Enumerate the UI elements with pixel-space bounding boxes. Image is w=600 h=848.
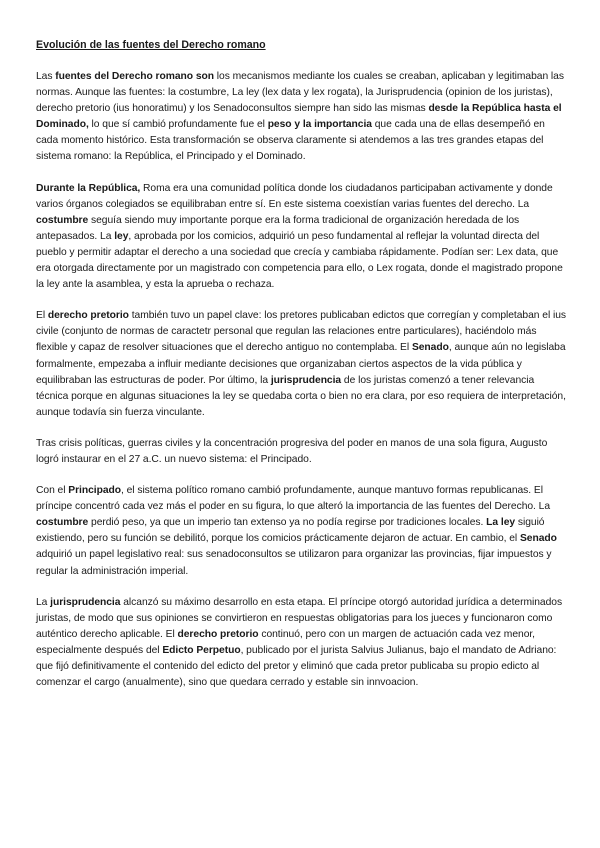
text-run: seguía siendo muy importante porque era la forma tradicional de organización heredada de los antepasados. La: [36, 214, 520, 242]
bold-run: costumbre: [36, 517, 89, 529]
bold-run: derecho pretorio: [47, 310, 129, 322]
text-run: , publicado por el jurista Salvius Julianus, bajo el mandato de Adriano: que fijó definitivamente el contenido del edicto del pretor y eliminó que cada pretor publicaba su propio edicto al comenzar el cargo (anualmente), sino que quedara cerrado y estable sin innvoacion.: [36, 644, 557, 689]
bold-run: jurisprudencia: [50, 596, 121, 608]
bold-run: La ley: [486, 517, 516, 529]
document-title: Evolución de las fuentes del Derecho romano: [36, 39, 266, 51]
text-run: , aunque aún no legislaba formalmente, empezaba a influir mediante decisiones que organizaban ciertos aspectos de la vida pública y equilibraban las estructuras de poder. Por último, la: [36, 342, 566, 386]
text-run: Con el: [36, 485, 69, 497]
text-run: alcanzó su máximo desarrollo en esta etapa. El príncipe otorgó autoridad jurídica a determinados juristas, de modo que sus opiniones se convirtieron en respuestas obligatorias para los jueces y funcionaron como auténtico derecho aplicable. El: [36, 596, 563, 640]
text-run: El: [36, 310, 48, 322]
text-run: de los juristas comenzó a tener relevancia técnica porque en algunas situaciones la ley se quedaba corta o bien no era clara, por eso requiera de interpretación, aunque todavía sin fuerza vinculante.: [36, 374, 566, 418]
text-run: también tuvo un papel clave: los pretores publicaban edictos que corregían y completaban el ius civile (conjunto de normas de caractetr personal que regulan las relaciones entre particulares), haciéndolo más flexible y capaz de resolver situaciones que el derecho antiguo no contemplaba. El: [36, 310, 566, 354]
text-run: adquirió un papel legislativo real: sus senadoconsultos se utilizaron para organizar las provincias, fijar impuestos y regular la administración imperial.: [36, 549, 552, 577]
paragraph-2: [36, 181, 566, 294]
text-run: Las: [36, 71, 56, 82]
paragraph-3: [36, 308, 566, 421]
text-run: , el sistema político romano cambió profundamente, aunque mantuvo formas republicanas. El príncipe concentró cada vez más el poder en su figura, lo que alteró la importancia de las fuentes del Derecho. La: [36, 485, 551, 513]
text-run: Tras crisis políticas, guerras civiles y la concentración progresiva del poder en manos de una sola figura, Augusto logró instaurar en el 27 a.C. un nuevo sistema: el Principado.: [36, 437, 548, 465]
document-body: [36, 38, 566, 706]
text-run: continuó, pero con un margen de actuación cada vez menor, especialmente después del: [36, 628, 535, 656]
paragraphs-container: [36, 69, 566, 691]
bold-run: ley: [114, 230, 129, 242]
bold-run: peso y la importancia: [267, 119, 372, 131]
text-run: La: [36, 596, 51, 608]
bold-run: Principado: [68, 485, 121, 497]
text-run: los mecanismos mediante los cuales se creaban, aplicaban y legitimaban las normas. Aunque las fuentes: la costumbre, La ley (lex data y lex rogata), la Jurisprudencia (opinion de los juristas), derecho pretorio (ius honoratimu) y los Senadoconsultos siempre han sido las mismas: [36, 71, 564, 115]
paragraph-4: [36, 436, 566, 468]
bold-run: Durante la República,: [36, 182, 141, 194]
bold-run: costumbre: [36, 214, 89, 226]
bold-run: Senado: [519, 533, 557, 545]
paragraph-1: [36, 69, 566, 166]
text-run: Roma era una comunidad política donde los ciudadanos participaban activamente y donde varios órganos colegiados se equilibraban entre sí. En este sistema coexistían varias fuentes del derecho. La: [36, 182, 553, 210]
bold-run: desde la República hasta el Dominado,: [36, 103, 562, 131]
bold-run: derecho pretorio: [177, 628, 259, 640]
text-run: lo que sí cambió profundamente fue el: [88, 119, 268, 131]
paragraph-6: [36, 595, 566, 692]
bold-run: Senado: [411, 342, 449, 354]
text-run: que cada una de ellas desempeñó en cada momento histórico. Esta transformación se observa claramente si atendemos a las tres grandes etapas del sistema romano: la República, el Principado y el Dominado.: [36, 119, 545, 163]
text-run: perdió peso, ya que un imperio tan extenso ya no podía regirse por tradiciones locales.: [88, 517, 487, 529]
paragraph-5: [36, 483, 566, 580]
bold-run: fuentes del Derecho romano son: [55, 71, 214, 82]
text-run: , aprobada por los comicios, adquirió un peso fundamental al reflejar la voluntad directa del pueblo y permitir adaptar el derecho a una sociedad que crecía y cambiaba rápidamente. Podían ser: Lex data, que era otorgada directamente por un magistrado con competencia para ello, o Lex rogata, donde el magistrado propone la ley ante la asamblea, y esta la aprueba o rechaza.: [36, 230, 563, 291]
bold-run: Edicto Perpetuo: [162, 644, 241, 656]
text-run: siguió existiendo, pero su función se debilitó, porque los comicios prácticamente dejaron de actuar. En cambio, el: [36, 517, 545, 545]
bold-run: jurisprudencia: [270, 374, 342, 386]
